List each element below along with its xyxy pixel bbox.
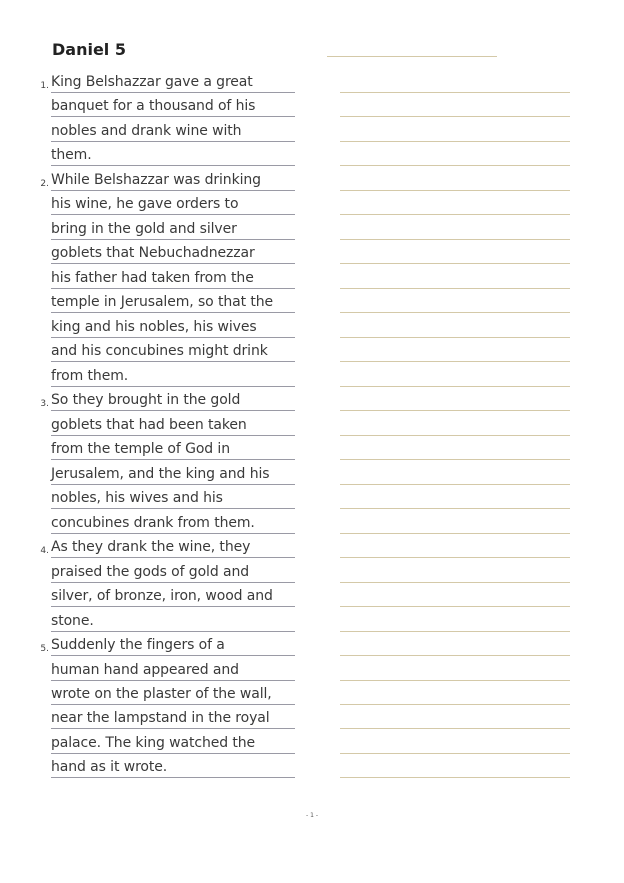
verse-line-row (0, 93, 624, 117)
verse-text-line: goblets that had been taken (51, 415, 295, 436)
verse-line-row (0, 387, 624, 411)
verse-text-line: While Belshazzar was drinking (51, 170, 295, 191)
verse-text-line: from them. (51, 366, 295, 387)
verse-text-line: king and his nobles, his wives (51, 317, 295, 338)
verse-line-row (0, 510, 624, 534)
verse-number: 2. (40, 178, 49, 189)
verse-line-row (0, 191, 624, 215)
verse-text-line: from the temple of God in (51, 439, 295, 460)
verse-text-line: wrote on the plaster of the wall, (51, 684, 295, 705)
verse-text-line: nobles, his wives and his (51, 488, 295, 509)
verse-text-line: So they brought in the gold (51, 390, 295, 411)
verse-line-row (0, 240, 624, 264)
verse-text-line: his wine, he gave orders to (51, 194, 295, 215)
verse-text-line: his father had taken from the (51, 268, 295, 289)
verse-line-row (0, 216, 624, 240)
verse-text-line: concubines drank from them. (51, 513, 295, 534)
verse-text-line: and his concubines might drink (51, 341, 295, 362)
verse-text-line: nobles and drank wine with (51, 121, 295, 142)
verse-line-row (0, 338, 624, 362)
verse-text-line: silver, of bronze, iron, wood and (51, 586, 295, 607)
verse-text-line: As they drank the wine, they (51, 537, 295, 558)
verse-line-row (0, 705, 624, 729)
verse-text-line: King Belshazzar gave a great (51, 72, 295, 93)
verse-line-row (0, 559, 624, 583)
verse-text-line: hand as it wrote. (51, 757, 295, 778)
verse-text-line: praised the gods of gold and (51, 562, 295, 583)
verse-text-line: Jerusalem, and the king and his (51, 464, 295, 485)
verse-line-row (0, 363, 624, 387)
verse-line-row (0, 265, 624, 289)
verse-number: 1. (40, 81, 49, 91)
verse-text-line: temple in Jerusalem, so that the (51, 292, 295, 313)
verse-number: 3. (40, 399, 49, 410)
verse-line-row (0, 583, 624, 607)
verse-text-line: bring in the gold and silver (51, 219, 295, 240)
title-writing-line[interactable] (327, 56, 497, 57)
verse-line-row (0, 142, 624, 166)
verse-text-line: human hand appeared and (51, 660, 295, 681)
verse-text-line: them. (51, 145, 295, 166)
verse-line-row (0, 485, 624, 509)
verse-line-row (0, 314, 624, 338)
verse-line-row (0, 608, 624, 632)
verse-text-line: palace. The king watched the (51, 733, 295, 754)
page-number: - 1 - (306, 812, 318, 819)
verse-line-row (0, 730, 624, 754)
page-title: Daniel 5 (52, 40, 126, 59)
verse-text-line: Suddenly the fingers of a (51, 635, 295, 656)
verse-line-row (0, 167, 624, 191)
verse-line-row (0, 461, 624, 485)
verse-text-line: goblets that Nebuchadnezzar (51, 243, 295, 264)
verse-text-line: banquet for a thousand of his (51, 96, 295, 117)
verse-number: 5. (40, 644, 49, 655)
verse-line-row (0, 436, 624, 460)
copy-writing-line[interactable] (340, 777, 570, 778)
verse-line-row (0, 754, 624, 778)
verse-line-row (0, 632, 624, 656)
verse-line-row (0, 412, 624, 436)
verse-line-row (0, 118, 624, 142)
verse-line-row (0, 681, 624, 705)
verse-line-row (0, 657, 624, 681)
verse-line-row (0, 534, 624, 558)
verse-line-row (0, 69, 624, 93)
verse-text-line: near the lampstand in the royal (51, 708, 295, 729)
verse-text-line: stone. (51, 611, 295, 632)
verse-number: 4. (40, 546, 49, 557)
verse-line-row (0, 289, 624, 313)
